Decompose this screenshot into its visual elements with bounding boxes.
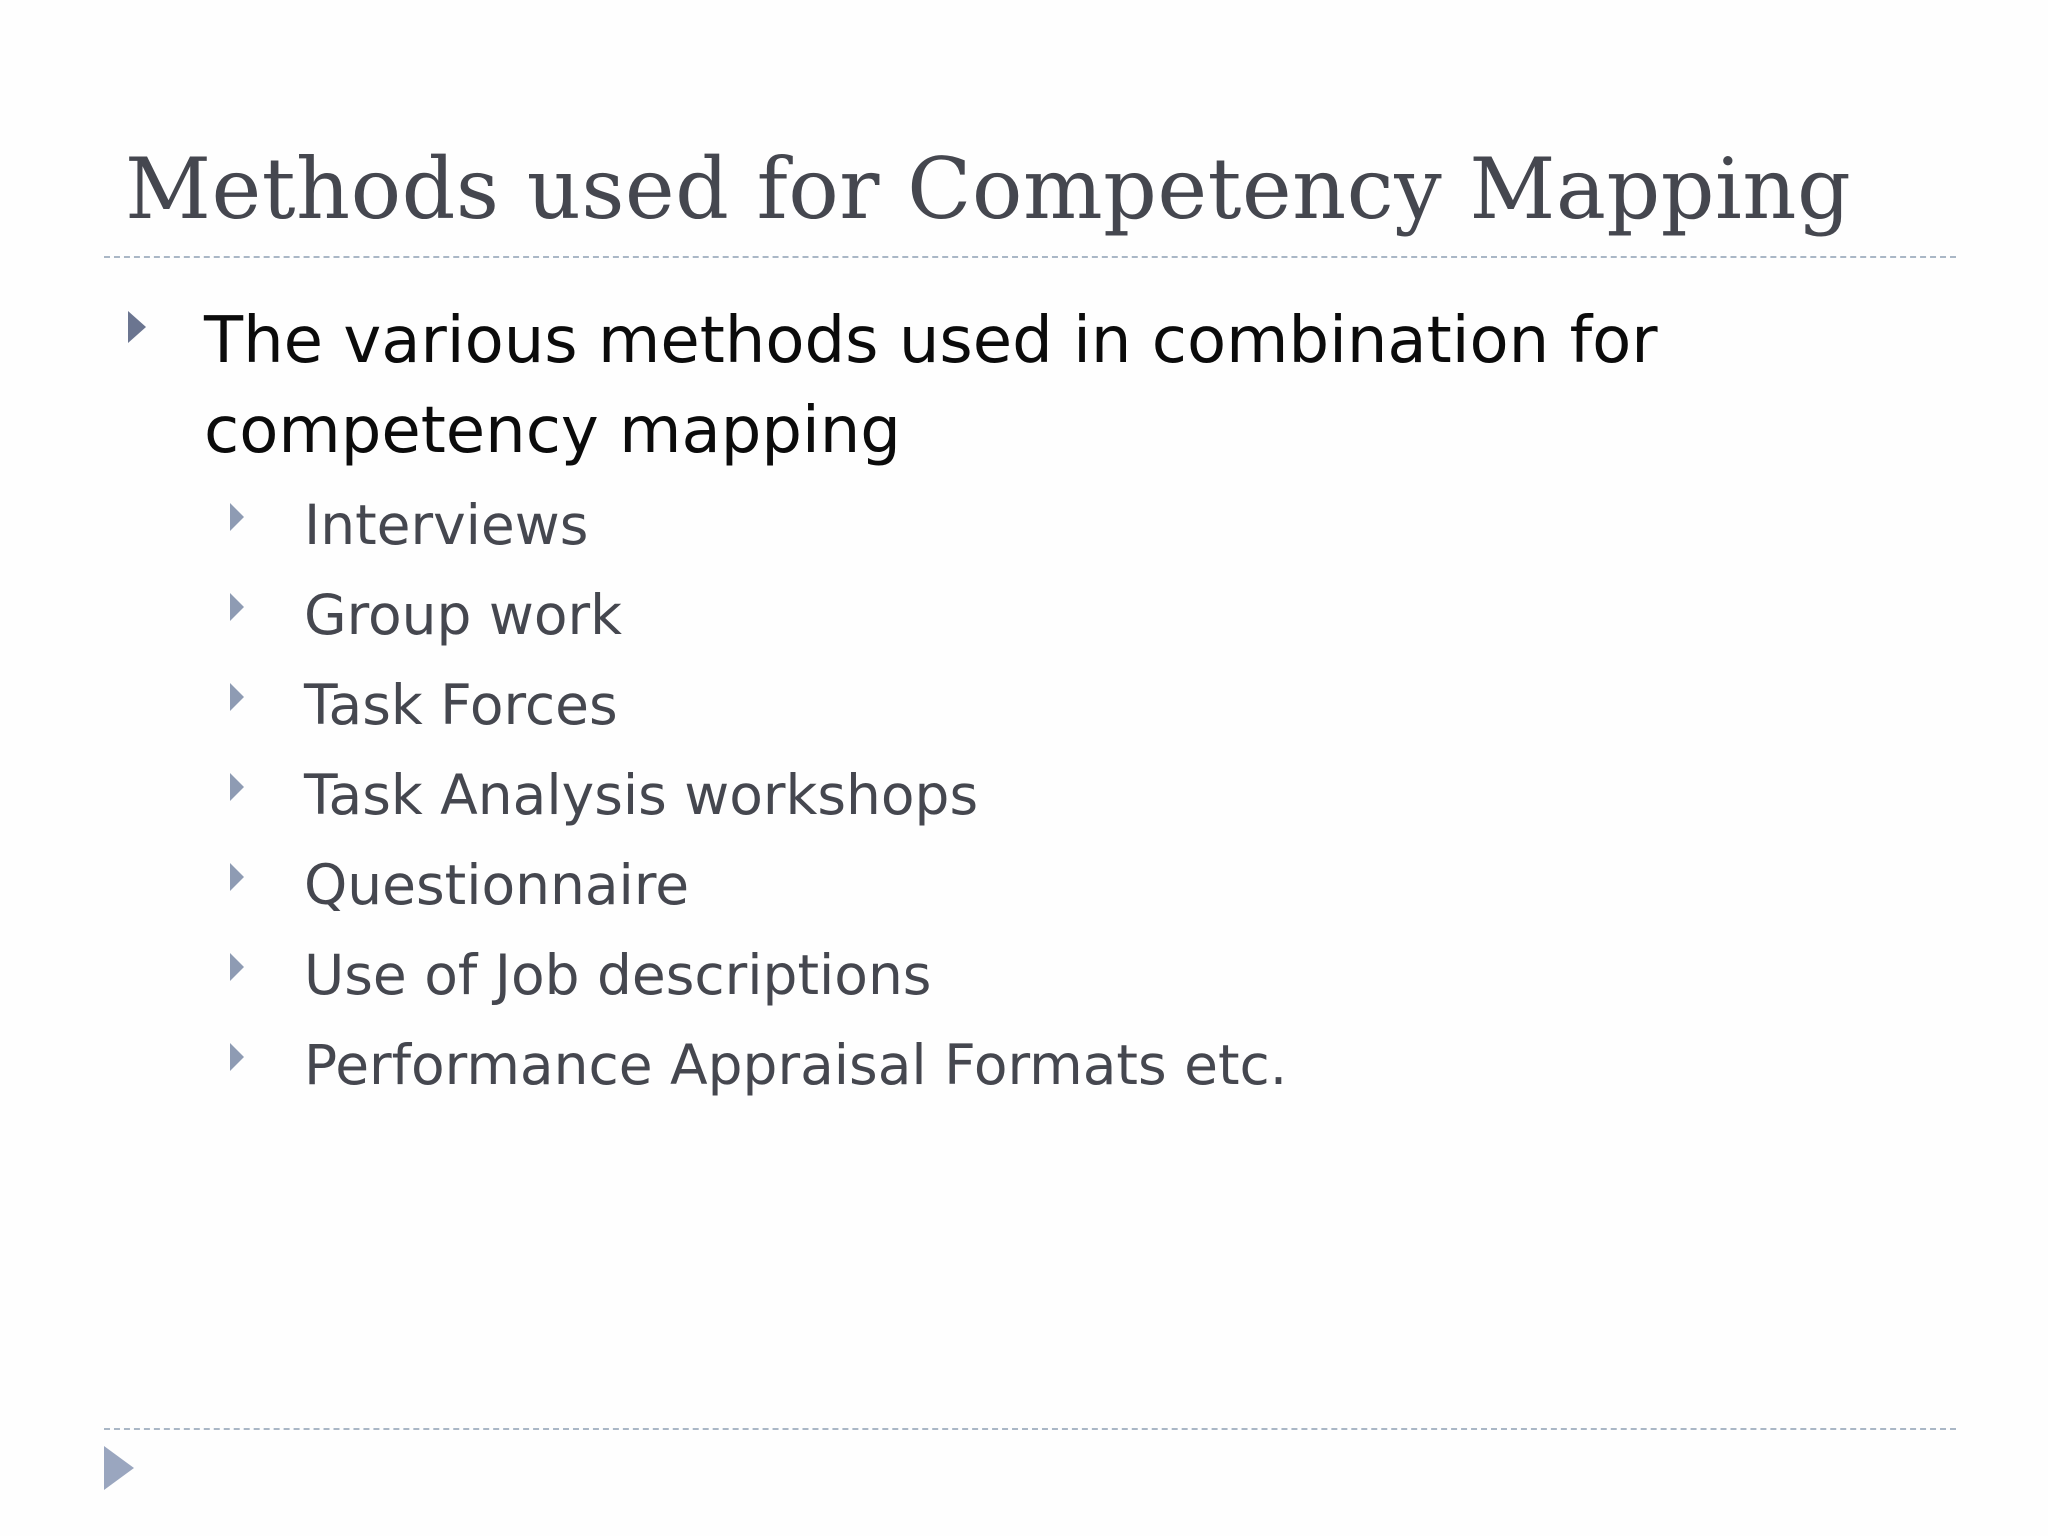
list-item bbox=[230, 930, 1287, 1020]
list-item bbox=[230, 660, 1287, 750]
bullet-arrow-icon bbox=[128, 311, 146, 343]
sub-bullet-arrow-icon bbox=[230, 593, 244, 621]
slide-title: Methods used for Competency Mapping bbox=[125, 140, 1852, 238]
list-item bbox=[230, 1020, 1287, 1110]
title-divider bbox=[104, 256, 1956, 258]
list-item-text: Task Analysis workshops bbox=[304, 763, 979, 827]
list-item bbox=[230, 570, 1287, 660]
list-item bbox=[230, 840, 1287, 930]
list-item-text: Questionnaire bbox=[304, 853, 690, 917]
sub-bullet-arrow-icon bbox=[230, 773, 244, 801]
list-item-text: Performance Appraisal Formats etc. bbox=[304, 1033, 1288, 1097]
main-bullet bbox=[128, 296, 1908, 476]
methods-list bbox=[230, 480, 1287, 1110]
list-item-text: Task Forces bbox=[304, 673, 618, 737]
sub-bullet-arrow-icon bbox=[230, 1043, 244, 1071]
list-item-text: Interviews bbox=[304, 493, 589, 557]
sub-bullet-arrow-icon bbox=[230, 503, 244, 531]
sub-bullet-arrow-icon bbox=[230, 953, 244, 981]
footer-divider bbox=[104, 1428, 1956, 1430]
list-item-text: Group work bbox=[304, 583, 623, 647]
main-bullet-text: The various methods used in combination for competency mapping bbox=[204, 304, 1658, 468]
list-item-text: Use of Job descriptions bbox=[304, 943, 932, 1007]
sub-bullet-arrow-icon bbox=[230, 683, 244, 711]
sub-bullet-arrow-icon bbox=[230, 863, 244, 891]
list-item bbox=[230, 480, 1287, 570]
list-item bbox=[230, 750, 1287, 840]
slide-nav-arrow-icon[interactable] bbox=[104, 1446, 134, 1490]
